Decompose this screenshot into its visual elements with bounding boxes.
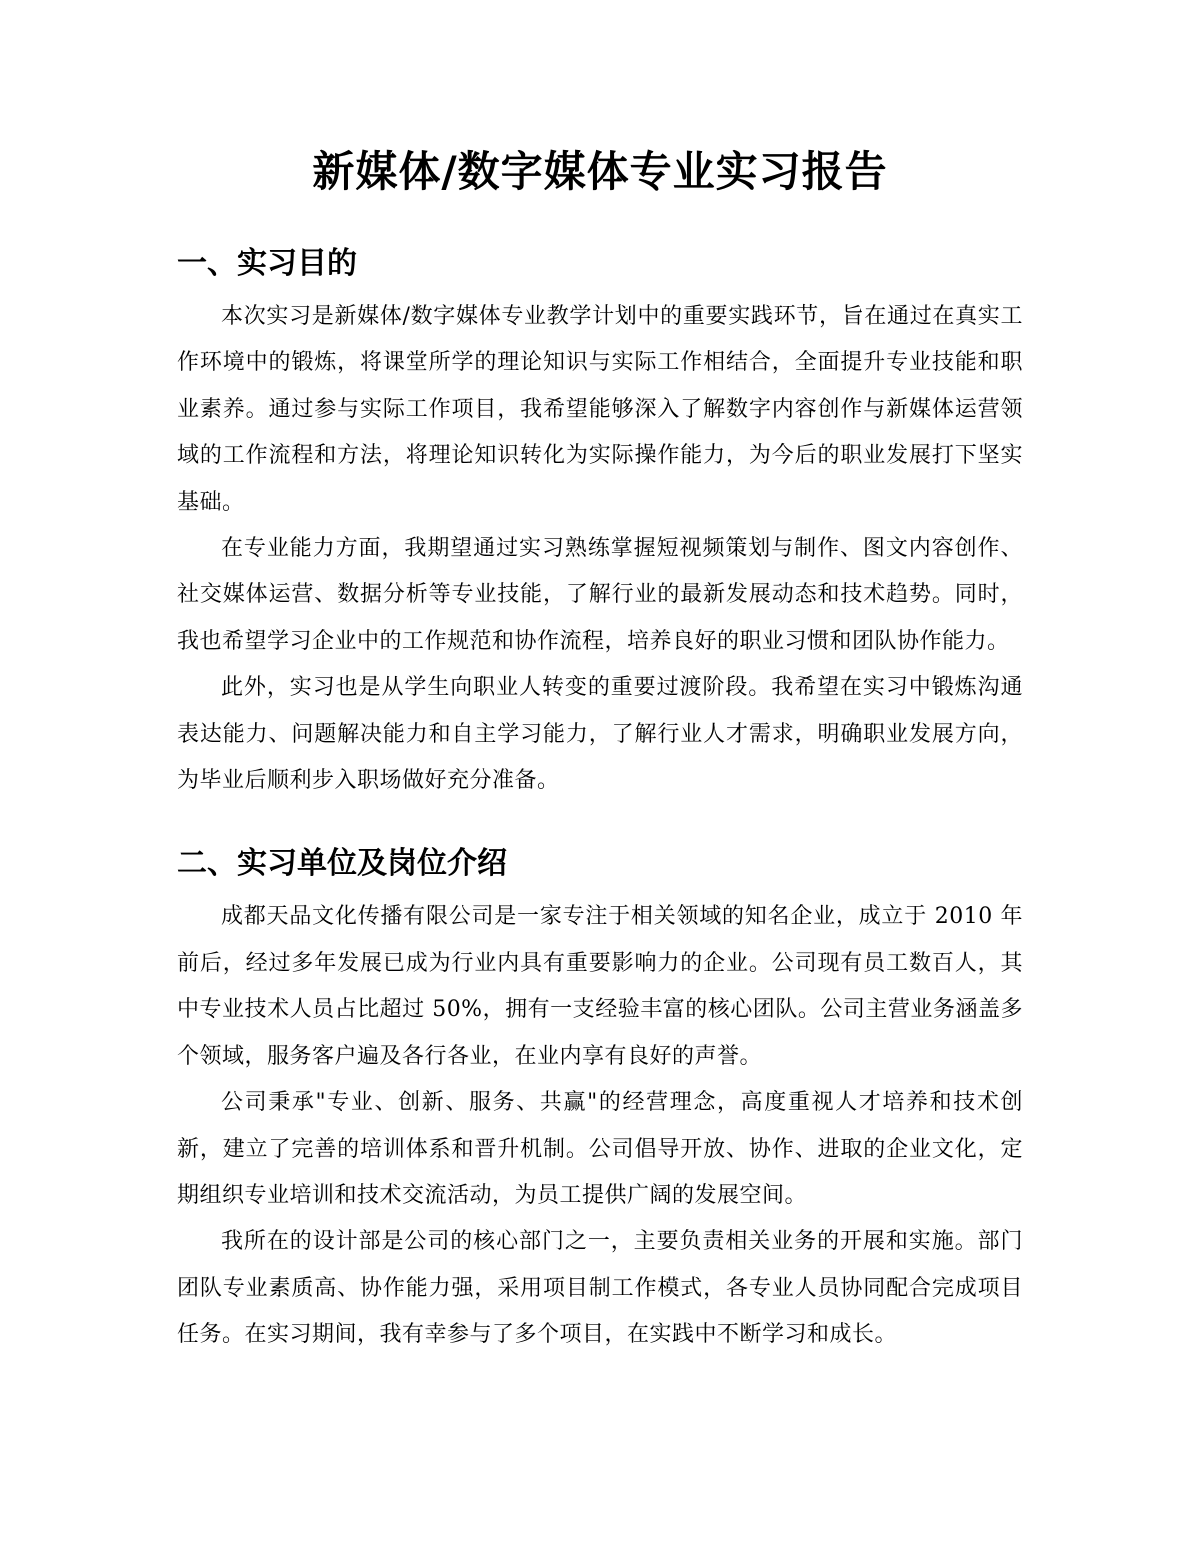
paragraph: 公司秉承"专业、创新、服务、共赢"的经营理念，高度重视人才培养和技术创新，建立了完善的培训体系和晋升机制。公司倡导开放、协作、进取的企业文化，定期组织专业培训和技术交流活动，为员工提供广阔的发展空间。 <box>177 1090 1023 1208</box>
paragraph: 在专业能力方面，我期望通过实习熟练掌握短视频策划与制作、图文内容创作、社交媒体运营、数据分析等专业技能，了解行业的最新发展动态和技术趋势。同时，我也希望学习企业中的工作规范和协作流程，培养良好的职业习惯和团队协作能力。 <box>177 536 1023 654</box>
section-company-and-position <box>177 842 1023 1358</box>
section-heading: 一、实习目的 <box>177 246 357 281</box>
section-internship-purpose <box>177 242 1023 804</box>
document-title: 新媒体/数字媒体专业实习报告 <box>312 147 888 196</box>
paragraph: 我所在的设计部是公司的核心部门之一，主要负责相关业务的开展和实施。部门团队专业素质高、协作能力强，采用项目制工作模式，各专业人员协同配合完成项目任务。在实习期间，我有幸参与了多个项目，在实践中不断学习和成长。 <box>177 1229 1023 1348</box>
paragraph: 本次实习是新媒体/数字媒体专业教学计划中的重要实践环节，旨在通过在真实工作环境中的锻炼，将课堂所学的理论知识与实际工作相结合，全面提升专业技能和职业素养。通过参与实际工作项目，我希望能够深入了解数字内容创作与新媒体运营领域的工作流程和方法，将理论知识转化为实际操作能力，为今后的职业发展打下坚实基础。 <box>177 304 1023 515</box>
paragraph: 成都天品文化传播有限公司是一家专注于相关领域的知名企业，成立于 2010 年前后，经过多年发展已成为行业内具有重要影响力的企业。公司现有员工数百人，其中专业技术人员占比超过 50%，拥有一支经验丰富的核心团队。公司主营业务涵盖多个领域，服务客户遍及各行各业，在业内享有良好的声誉。 <box>177 904 1023 1069</box>
paragraph: 此外，实习也是从学生向职业人转变的重要过渡阶段。我希望在实习中锻炼沟通表达能力、问题解决能力和自主学习能力，了解行业人才需求，明确职业发展方向，为毕业后顺利步入职场做好充分准备。 <box>177 675 1023 794</box>
section-heading: 二、实习单位及岗位介绍 <box>177 846 507 882</box>
